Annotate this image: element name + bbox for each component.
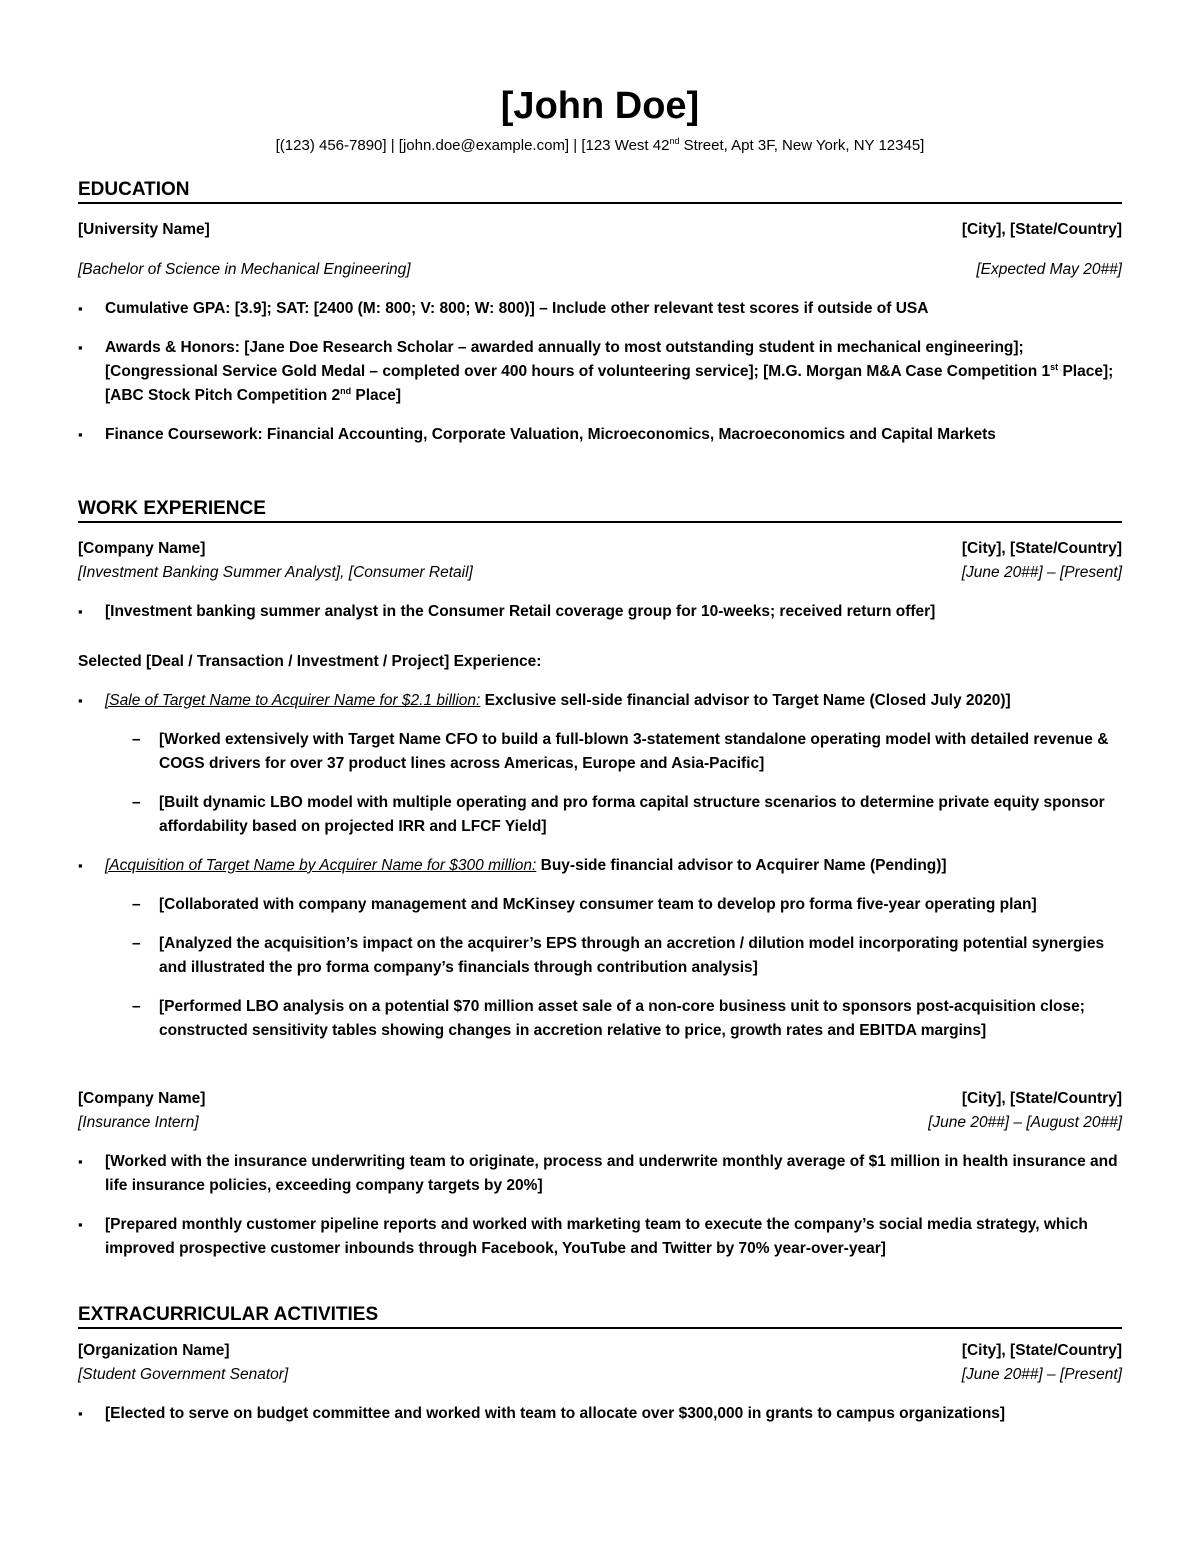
job-summary: [Investment banking summer analyst in the Consumer Retail coverage group for 10-weeks; received return offer] bbox=[105, 603, 936, 620]
deal-sub-bullets bbox=[105, 893, 1122, 1043]
deal-detail: [Worked extensively with Target Name CFO to build a full-blown 3-statement standalone operating model with detailed revenue & COGS drivers for over 37 product lines across Americas, Europe and Asia-Pacific] bbox=[159, 731, 1109, 772]
candidate-name: [John Doe] bbox=[500, 85, 700, 127]
org-role: [Student Government Senator] bbox=[78, 1366, 289, 1383]
contact-text-1: [(123) 456-7890] | [john.doe@example.com] | [123 West 42 bbox=[275, 137, 670, 154]
deal-description: Buy-side financial advisor to Acquirer Name (Pending)] bbox=[536, 857, 947, 874]
job-bullet: [Worked with the insurance underwriting team to originate, process and underwrite monthly average of $1 million in health insurance and life insurance policies, exceeding company targets by 20%] bbox=[105, 1153, 1118, 1194]
deal-title-link: [Sale of Target Name to Acquirer Name for $2.1 billion: bbox=[105, 692, 481, 709]
education-bullets bbox=[78, 297, 1122, 447]
graduation-date: [Expected May 20##] bbox=[976, 261, 1122, 278]
deal-detail: [Performed LBO analysis on a potential $70 million asset sale of a non-core business unit to sponsors post-acquisition close; constructed sensitivity tables showing changes in accretion relative to price, growth rates and EBITDA margins] bbox=[159, 998, 1085, 1039]
contact-text-2: Street, Apt 3F, New York, NY 12345] bbox=[679, 137, 925, 154]
job-entry bbox=[78, 1087, 1122, 1261]
deal-description: Exclusive sell-side financial advisor to Target Name (Closed July 2020)] bbox=[480, 692, 1011, 709]
contact-superscript: nd bbox=[669, 136, 680, 146]
education-heading: EDUCATION bbox=[78, 178, 1122, 204]
work-section bbox=[78, 497, 1122, 1261]
list-item bbox=[78, 600, 1122, 624]
job-title: [Investment Banking Summer Analyst], [Consumer Retail] bbox=[78, 564, 473, 581]
job-role-row bbox=[78, 561, 1122, 585]
list-item bbox=[78, 297, 1122, 321]
school-location: [City], [State/Country] bbox=[961, 221, 1122, 238]
resume-page bbox=[78, 84, 1122, 1426]
list-item bbox=[78, 1213, 1122, 1261]
company-name: [Company Name] bbox=[78, 540, 206, 557]
job-company-row bbox=[78, 537, 1122, 561]
job-bullets bbox=[78, 1150, 1122, 1261]
job-bullets bbox=[78, 600, 1122, 624]
job-entry bbox=[78, 537, 1122, 1043]
deal-title-link: [Acquisition of Target Name by Acquirer Name for $300 million: bbox=[105, 857, 537, 874]
job-role-row bbox=[78, 1111, 1122, 1135]
awards-text-2: Place]; [ABC Stock Pitch Competition 2 bbox=[105, 363, 1114, 404]
deal-sub-bullets bbox=[105, 728, 1122, 839]
awards-sup-1: st bbox=[1050, 361, 1059, 372]
job-dates: [June 20##] – [August 20##] bbox=[928, 1114, 1122, 1131]
gpa-text: Cumulative GPA: [3.9]; SAT: [2400 (M: 800; V: 800; W: 800)] – Include other relevant test scores if outside of USA bbox=[105, 300, 929, 317]
education-section bbox=[78, 178, 1122, 447]
deal-detail: [Built dynamic LBO model with multiple operating and pro forma capital structure scenarios to determine private equity sponsor affordability based on projected IRR and LFCF Yield] bbox=[159, 794, 1105, 835]
deal-detail: [Analyzed the acquisition’s impact on the acquirer’s EPS through an accretion / dilution model incorporating potential synergies and illustrated the pro forma company’s financials through contribution analysis] bbox=[159, 935, 1105, 976]
job-dates: [June 20##] – [Present] bbox=[961, 564, 1122, 581]
list-item bbox=[105, 791, 1122, 839]
deal-item bbox=[78, 854, 1122, 1043]
list-item bbox=[105, 893, 1122, 917]
job-company-row bbox=[78, 1087, 1122, 1111]
org-dates: [June 20##] – [Present] bbox=[961, 1366, 1122, 1383]
org-name: [Organization Name] bbox=[78, 1342, 230, 1359]
list-item bbox=[105, 728, 1122, 776]
company-location: [City], [State/Country] bbox=[961, 540, 1122, 557]
job-bullet: [Prepared monthly customer pipeline reports and worked with marketing team to execute the company’s social media strategy, which improved prospective customer inbounds through Facebook, YouTube and Twitter by 70% year-over-year] bbox=[105, 1216, 1088, 1257]
school-name: [University Name] bbox=[78, 221, 210, 238]
work-heading: WORK EXPERIENCE bbox=[78, 497, 1122, 523]
education-degree-row bbox=[78, 258, 1122, 282]
org-location: [City], [State/Country] bbox=[961, 1342, 1122, 1359]
awards-text-3: Place] bbox=[351, 387, 402, 404]
list-item bbox=[78, 336, 1122, 408]
deal-list bbox=[78, 689, 1122, 1043]
company-location: [City], [State/Country] bbox=[961, 1090, 1122, 1107]
org-bullets bbox=[78, 1402, 1122, 1426]
deal-detail: [Collaborated with company management and McKinsey consumer team to develop pro forma five-year operating plan] bbox=[159, 896, 1037, 913]
education-school-row bbox=[78, 218, 1122, 242]
degree: [Bachelor of Science in Mechanical Engineering] bbox=[78, 261, 411, 278]
list-item bbox=[78, 423, 1122, 447]
awards-text-1: Awards & Honors: [Jane Doe Research Scholar – awarded annually to most outstanding student in mechanical engineering]; [Congressional Service Gold Medal – completed over 400 hours of volunteering service]; [M.G. Morgan M&A Case Competition 1 bbox=[105, 339, 1051, 380]
company-name: [Company Name] bbox=[78, 1090, 206, 1107]
coursework-text: Finance Coursework: Financial Accounting, Corporate Valuation, Microeconomics, Macroeconomics and Capital Markets bbox=[105, 426, 996, 443]
extracurricular-heading: EXTRACURRICULAR ACTIVITIES bbox=[78, 1303, 1122, 1329]
list-item bbox=[105, 932, 1122, 980]
job-title: [Insurance Intern] bbox=[78, 1114, 199, 1131]
org-bullet: [Elected to serve on budget committee and worked with team to allocate over $300,000 in grants to campus organizations] bbox=[105, 1405, 1006, 1422]
org-row bbox=[78, 1339, 1122, 1363]
list-item bbox=[78, 1402, 1122, 1426]
deal-item bbox=[78, 689, 1122, 839]
selected-experience-heading: Selected [Deal / Transaction / Investment / Project] Experience: bbox=[78, 653, 542, 670]
list-item bbox=[105, 995, 1122, 1043]
list-item bbox=[78, 1150, 1122, 1198]
contact-line bbox=[78, 136, 1122, 156]
awards-sup-2: nd bbox=[340, 385, 352, 396]
extracurricular-section bbox=[78, 1303, 1122, 1426]
org-role-row bbox=[78, 1363, 1122, 1387]
